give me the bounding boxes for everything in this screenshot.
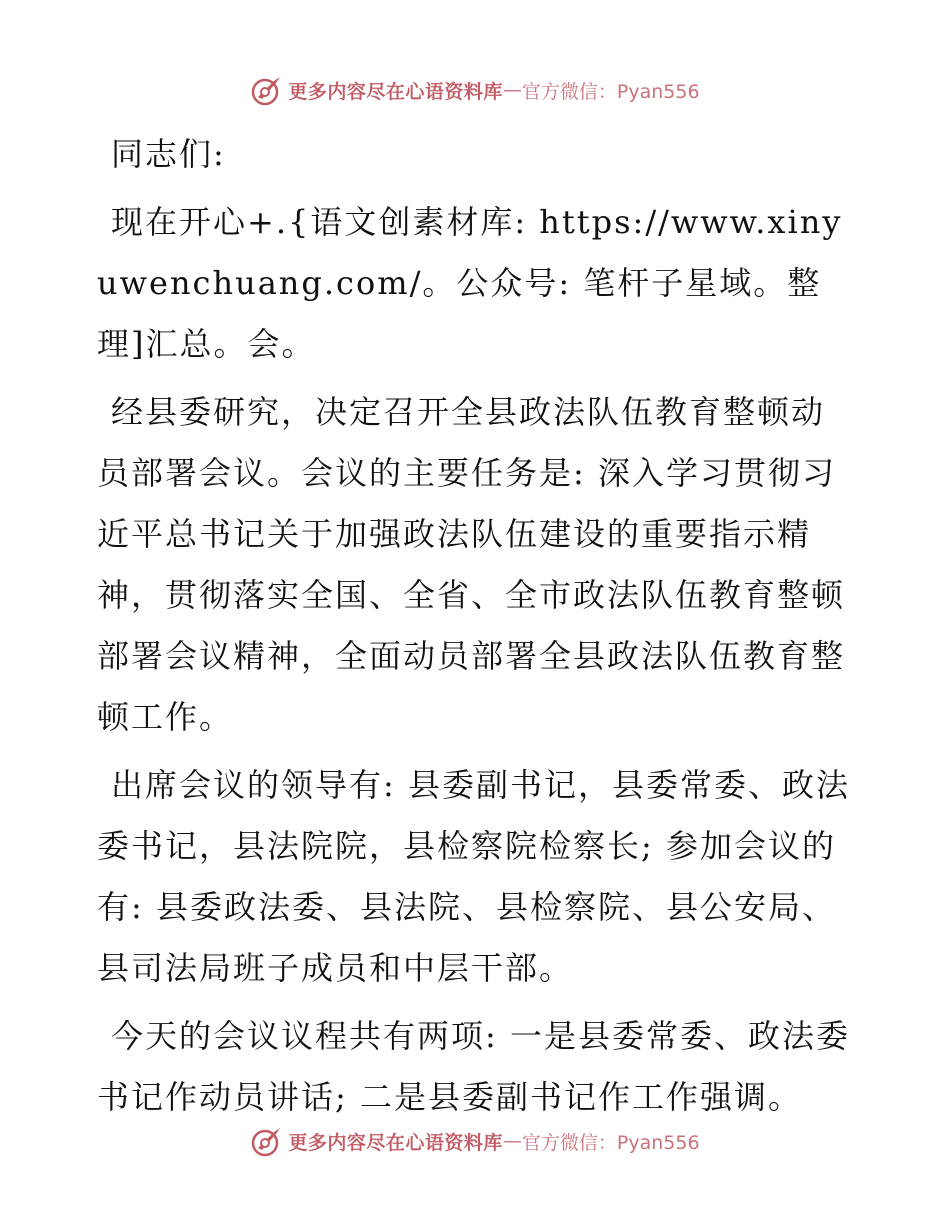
document-body — [97, 124, 857, 1135]
watermark-wechat: 官方微信：Pyan556 — [521, 1131, 700, 1154]
watermark-dash: — — [502, 1130, 522, 1152]
salutation: 同志们: — [111, 135, 226, 173]
footer-watermark — [0, 1121, 950, 1161]
watermark-dash: — — [502, 79, 522, 101]
watermark-wechat: 官方微信：Pyan556 — [521, 80, 700, 103]
paragraph-attendees: 出席会议的领导有: 县委副书记，县委常委、政法委书记，县法院院，县检察院检察长; 参加会议的有: 县委政法委、县法院、县检察院、县公安局、县司法局班子成员和中层干部。 — [97, 766, 850, 987]
header-watermark — [0, 70, 950, 110]
quill-logo-icon — [250, 1124, 284, 1158]
watermark-title: 更多内容尽在心语资料库 — [288, 1131, 503, 1154]
paragraph-agenda: 今天的会议议程共有两项: 一是县委常委、政法委书记作动员讲话; 二是县委副书记作工作强调。 — [97, 1017, 850, 1116]
watermark-title: 更多内容尽在心语资料库 — [288, 80, 503, 103]
paragraph-purpose: 经县委研究，决定召开全县政法队伍教育整顿动员部署会议。会议的主要任务是: 深入学习贯彻习近平总书记关于加强政法队伍建设的重要指示精神，贯彻落实全国、全省、全市政法队伍教育整顿部署会议精神，全面动员部署全县政法队伍教育整顿工作。 — [97, 393, 846, 736]
quill-logo-icon — [250, 73, 284, 107]
paragraph-intro: 现在开心+.{语文创素材库: https://www.xinyuwenchuang.com/。公众号: 笔杆子星域。整理]汇总。会。 — [97, 203, 843, 363]
